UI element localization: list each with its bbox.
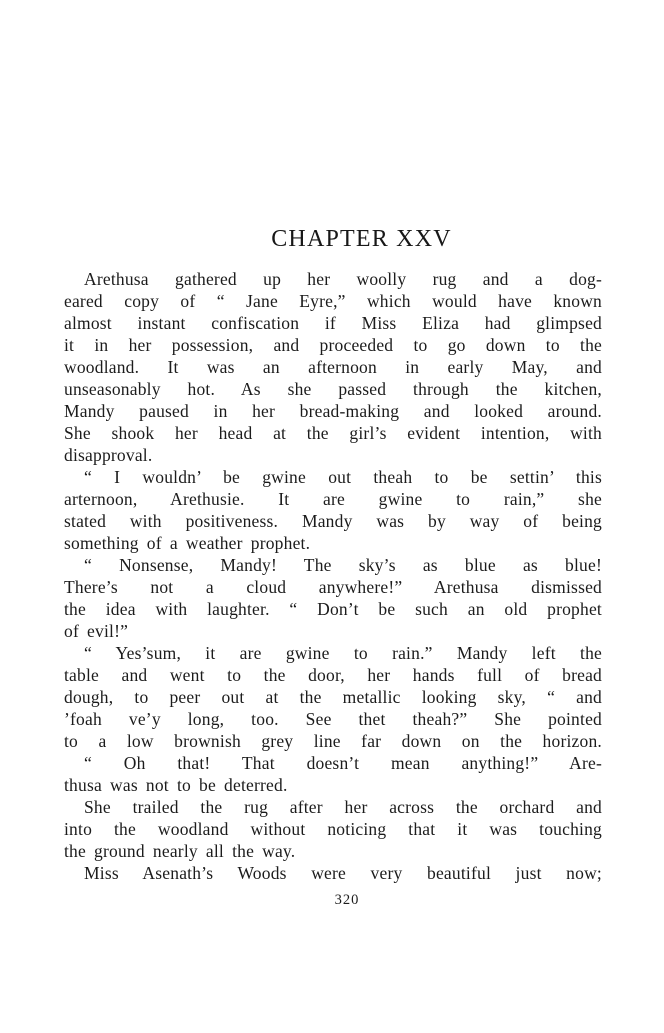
body-text xyxy=(64,268,602,884)
text-line: “ Yes’sum, it are gwine to rain.” Mandy left the xyxy=(84,643,602,663)
text-line: dough, to peer out at the metallic looking sky, “ and xyxy=(64,687,602,707)
paragraph xyxy=(64,466,602,554)
text-line: it in her possession, and proceeded to go down to the xyxy=(64,335,602,355)
text-line: the idea with laughter. “ Don’t be such an old prophet xyxy=(64,599,602,619)
paragraph xyxy=(64,642,602,752)
paragraph xyxy=(64,752,602,796)
text-line: ’foah ve’y long, too. See thet theah?” She pointed xyxy=(64,709,602,729)
text-line: eared copy of “ Jane Eyre,” which would have known xyxy=(64,291,602,311)
text-line: into the woodland without noticing that it was touching xyxy=(64,819,602,839)
chapter-title: CHAPTER XXV xyxy=(271,226,452,252)
text-line: She shook her head at the girl’s evident intention, with xyxy=(64,423,602,443)
text-line: woodland. It was an afternoon in early May, and xyxy=(64,357,602,377)
text-line: stated with positiveness. Mandy was by way of being xyxy=(64,511,602,531)
text-line: disapproval. xyxy=(64,445,153,465)
text-line: thusa was not to be deterred. xyxy=(64,775,288,795)
paragraph xyxy=(64,268,602,466)
text-line: Miss Asenath’s Woods were very beautiful just now; xyxy=(84,863,602,883)
text-line: “ Nonsense, Mandy! The sky’s as blue as blue! xyxy=(84,555,602,575)
text-line: table and went to the door, her hands full of bread xyxy=(64,665,602,685)
text-line: Arethusa gathered up her woolly rug and a dog- xyxy=(84,269,602,289)
text-line: the ground nearly all the way. xyxy=(64,841,296,861)
text-line: unseasonably hot. As she passed through the kitchen, xyxy=(64,379,602,399)
paragraph xyxy=(64,862,602,884)
page-number: 320 xyxy=(334,892,360,908)
paragraph xyxy=(64,554,602,642)
text-line: almost instant confiscation if Miss Eliza had glimpsed xyxy=(64,313,602,333)
text-line: “ Oh that! That doesn’t mean anything!” Are- xyxy=(84,753,602,773)
text-line: She trailed the rug after her across the orchard and xyxy=(84,797,602,817)
text-line: “ I wouldn’ be gwine out theah to be settin’ this xyxy=(84,467,602,487)
text-line: to a low brownish grey line far down on the horizon. xyxy=(64,731,602,751)
paragraph xyxy=(64,796,602,862)
text-line: Mandy paused in her bread-making and looked around. xyxy=(64,401,602,421)
text-line: of evil!” xyxy=(64,621,129,641)
text-line: something of a weather prophet. xyxy=(64,533,311,553)
text-line: There’s not a cloud anywhere!” Arethusa dismissed xyxy=(64,577,602,597)
text-line: arternoon, Arethusie. It are gwine to rain,” she xyxy=(64,489,602,509)
